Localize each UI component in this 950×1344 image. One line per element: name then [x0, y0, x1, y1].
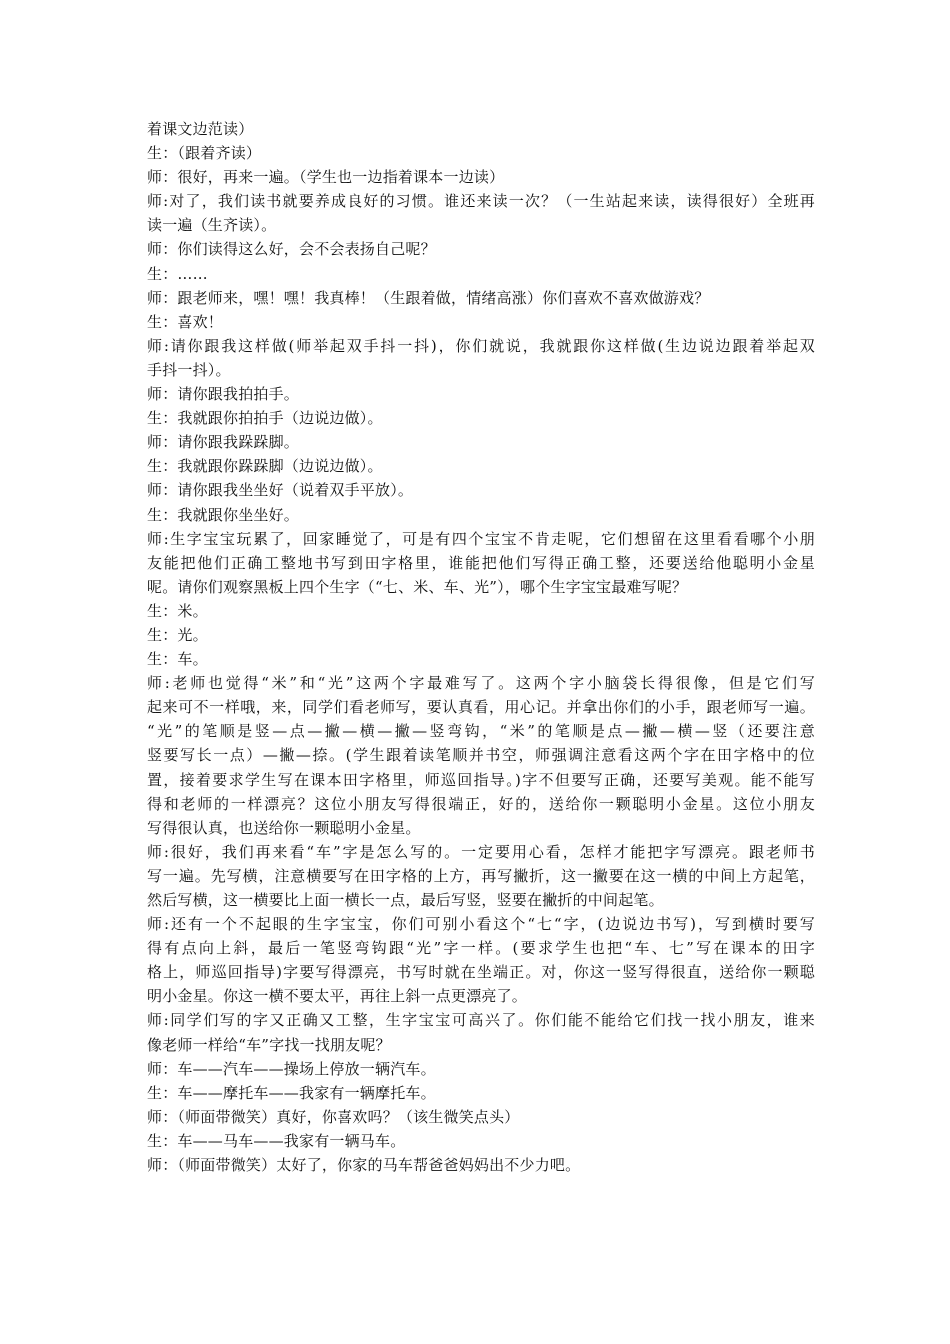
text-line: 写一遍。先写横，注意横要写在田字格的上方，再写撇折，这一撇要在这一横的中间上方起笔， — [147, 866, 815, 885]
text-line: 师:生字宝宝玩累了，回家睡觉了，可是有四个宝宝不肯走呢，它们想留在这里看看哪个小朋 — [147, 529, 815, 548]
text-line: 格上，师巡回指导)字要写得漂亮，书写时就在坐端正。对，你这一竖写得很直，送给你一颗聪 — [147, 963, 815, 982]
text-line: 生：喜欢！ — [147, 312, 224, 331]
text-line: 师：很好，再来一遍。（学生也一边指着课本一边读） — [147, 168, 505, 187]
text-line: 生：（跟着齐读） — [147, 144, 262, 163]
text-line: 生：车。 — [147, 650, 208, 669]
text-line: 生：车——马车——我家有一辆马车。 — [147, 1131, 406, 1150]
text-line: 师：（师面带微笑）太好了，你家的马车帮爸爸妈妈出不少力吧。 — [147, 1156, 581, 1175]
text-line: 得和老师的一样漂亮？这位小朋友写得很端正，好的，送给你一颗聪明小金星。这位小朋友 — [147, 794, 815, 813]
text-line: 师:老师也觉得“米”和“光”这两个字最难写了。这两个字小脑袋长得很像，但是它们写 — [147, 674, 815, 693]
text-line: 竖要写长一点）—撇—捺。(学生跟着读笔顺并书空，师强调注意看这两个字在田字格中的位 — [147, 746, 815, 765]
text-line: 友能把他们正确工整地书写到田字格里，谁能把他们写得正确工整，还要送给他聪明小金星 — [147, 553, 815, 572]
text-line: 师:请你跟我这样做(师举起双手抖一抖)，你们就说，我就跟你这样做(生边说边跟着举起双 — [147, 336, 815, 355]
text-line: 师：跟老师来，嘿！嘿！我真棒！（生跟着做，情绪高涨）你们喜欢不喜欢做游戏？ — [147, 288, 710, 307]
text-line: 师:对了，我们读书就要养成良好的习惯。谁还来读一次？（一生站起来读，读得很好）全班再 — [147, 192, 815, 211]
text-line: 生：…… — [147, 264, 208, 283]
text-line: 师：请你跟我跺跺脚。 — [147, 433, 300, 452]
text-line: 师：车——汽车——操场上停放一辆汽车。 — [147, 1059, 436, 1078]
text-line: 置，接着要求学生写在课本田字格里，师巡回指导。)字不但要写正确，还要写美观。能不能写 — [147, 770, 815, 789]
text-line: 生：米。 — [147, 601, 208, 620]
text-line: “光”的笔顺是竖—点—撇—横—撇—竖弯钩，“米”的笔顺是点—撇—横—竖（还要注意 — [147, 722, 815, 741]
document-page — [147, 117, 815, 1177]
text-line: 着课文边范读） — [147, 120, 254, 138]
text-line: 像老师一样给“车”字找一找朋友呢？ — [147, 1035, 391, 1054]
text-line: 生：我就跟你拍拍手（边说边做）。 — [147, 409, 383, 428]
text-line: 生：光。 — [147, 625, 208, 644]
text-line: 手抖一抖）。 — [147, 360, 231, 379]
text-line: 然后写横，这一横要比上面一横长一点，最后写竖，竖要在撇折的中间起笔。 — [147, 891, 664, 909]
text-line: 师：请你跟我坐坐好（说着双手平放）。 — [147, 481, 414, 500]
text-line: 明小金星。你这一横不要太平，再往上斜一点更漂亮了。 — [147, 987, 528, 1006]
text-line: 得有点向上斜，最后一笔竖弯钩跟“光”字一样。(要求学生也把“车、七”写在课本的田字 — [147, 939, 815, 958]
text-line: 生：车——摩托车——我家有一辆摩托车。 — [147, 1083, 436, 1102]
text-line: 师:很好，我们再来看“车”字是怎么写的。一定要用心看，怎样才能把字写漂亮。跟老师书 — [147, 842, 815, 861]
text-line: 师:同学们写的字又正确又工整，生字宝宝可高兴了。你们能不能给它们找一找小朋友，谁来 — [147, 1011, 815, 1030]
text-line: 生：我就跟你跺跺脚（边说边做）。 — [147, 457, 383, 476]
text-line: 读一遍（生齐读）。 — [147, 216, 277, 235]
text-line: 师：请你跟我拍拍手。 — [147, 385, 300, 404]
text-line: 师：（师面带微笑）真好，你喜欢吗？（该生微笑点头） — [147, 1107, 520, 1126]
text-line: 写得很认真，也送给你一颗聪明小金星。 — [147, 818, 421, 837]
text-line: 起来可不一样哦，来，同学们看老师写，要认真看，用心记。并拿出你们的小手，跟老师写一遍。 — [147, 698, 815, 717]
text-line: 生：我就跟你坐坐好。 — [147, 505, 300, 524]
text-line: 师：你们读得这么好，会不会表扬自己呢？ — [147, 240, 436, 259]
text-line: 师:还有一个不起眼的生字宝宝，你们可别小看这个“七“字，(边说边书写)，写到横时要写 — [147, 915, 815, 934]
text-line: 呢。请你们观察黑板上四个生字（“七、米、车、光”），哪个生字宝宝最难写呢？ — [147, 577, 688, 596]
